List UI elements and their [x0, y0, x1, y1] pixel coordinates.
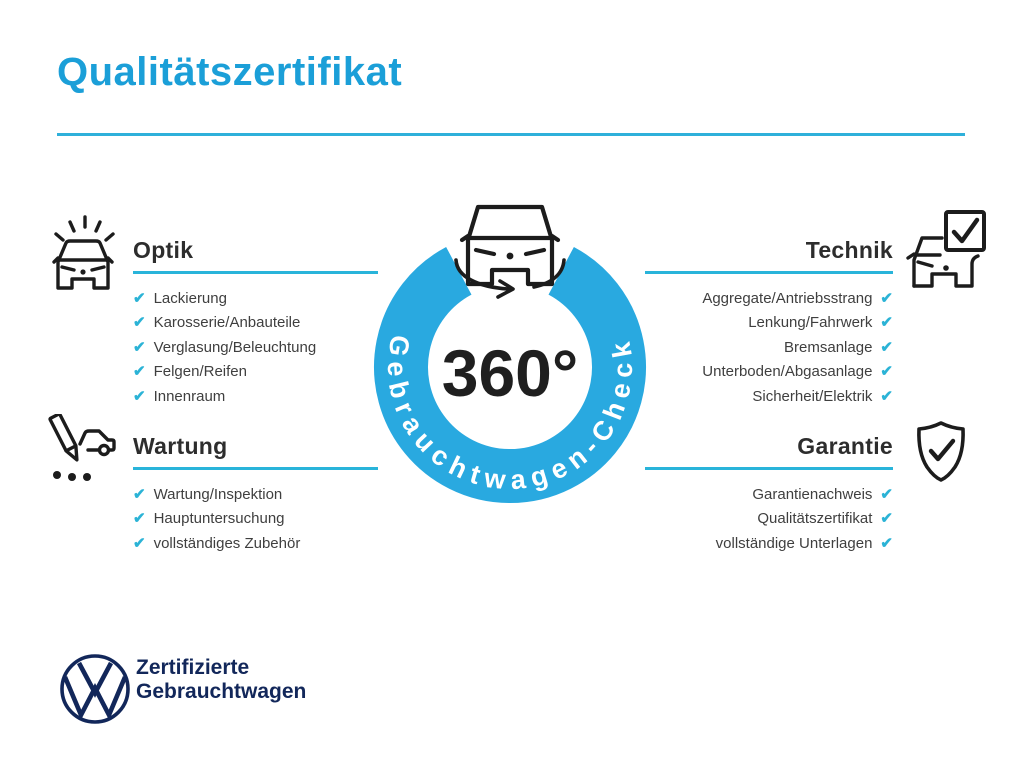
- section-title-technik: Technik: [805, 237, 893, 263]
- brand-line-2: Gebrauchtwagen: [136, 680, 307, 703]
- item-label: Wartung/Inspektion: [153, 485, 283, 503]
- list-item: [645, 335, 893, 360]
- item-label: Aggregate/Antriebsstrang: [702, 289, 873, 307]
- list-item: [645, 531, 893, 556]
- service-checklist-icon: [44, 414, 116, 484]
- 360-check-badge: [340, 178, 680, 512]
- brand-claim: [136, 656, 306, 704]
- check-icon: ✔: [880, 338, 893, 356]
- section-title-wartung: Wartung: [133, 433, 228, 459]
- section-technik: [645, 237, 893, 409]
- check-icon: ✔: [133, 485, 146, 503]
- item-label: Hauptuntersuchung: [153, 510, 285, 528]
- item-label: Karosserie/Anbauteile: [153, 314, 301, 332]
- item-label: Unterboden/Abgasanlage: [702, 363, 873, 381]
- check-icon: ✔: [880, 289, 893, 307]
- degree-label: 360°: [441, 336, 579, 410]
- check-icon: ✔: [880, 534, 893, 552]
- check-icon: ✔: [880, 387, 893, 405]
- item-label: Qualitätszertifikat: [757, 510, 873, 528]
- checklist-technik: [645, 286, 893, 409]
- check-icon: ✔: [880, 314, 893, 332]
- car-shine-icon: [46, 212, 120, 294]
- list-item: [645, 360, 893, 385]
- check-icon: ✔: [133, 314, 146, 332]
- item-label: Lackierung: [153, 289, 227, 307]
- item-label: Innenraum: [153, 387, 226, 405]
- page-title: Qualitätszertifikat: [57, 50, 403, 94]
- checklist-garantie: [645, 482, 893, 556]
- list-item: [645, 311, 893, 336]
- list-item: [645, 482, 893, 507]
- shield-check-icon: [912, 420, 970, 484]
- check-icon: ✔: [133, 338, 146, 356]
- title-divider: [57, 133, 965, 136]
- section-garantie: [645, 433, 893, 556]
- car-checkbox-icon: [906, 210, 988, 290]
- check-icon: ✔: [133, 363, 146, 381]
- check-icon: ✔: [880, 485, 893, 503]
- list-item: [645, 507, 893, 532]
- item-label: Sicherheit/Elektrik: [752, 387, 873, 405]
- list-item: [645, 384, 893, 409]
- item-label: Garantienachweis: [752, 485, 873, 503]
- item-label: Felgen/Reifen: [153, 363, 247, 381]
- list-item: [645, 286, 893, 311]
- check-icon: ✔: [880, 510, 893, 528]
- brand-line-1: Zertifizierte: [136, 656, 250, 679]
- check-icon: ✔: [133, 510, 146, 528]
- ring-label: Gebrauchtwagen-Check: [381, 332, 639, 496]
- section-divider: [645, 271, 893, 274]
- section-title-optik: Optik: [133, 237, 194, 263]
- check-icon: ✔: [133, 534, 146, 552]
- section-title-garantie: Garantie: [797, 433, 893, 459]
- section-divider: [645, 467, 893, 470]
- rotating-car-icon: [456, 207, 564, 297]
- item-label: vollständige Unterlagen: [715, 534, 873, 552]
- list-item: [133, 531, 378, 556]
- item-label: Verglasung/Beleuchtung: [153, 338, 317, 356]
- check-icon: ✔: [133, 387, 146, 405]
- vw-logo: [58, 652, 132, 726]
- item-label: vollständiges Zubehör: [153, 534, 301, 552]
- item-label: Lenkung/Fahrwerk: [748, 314, 873, 332]
- check-icon: ✔: [880, 363, 893, 381]
- check-icon: ✔: [133, 289, 146, 307]
- item-label: Bremsanlage: [784, 338, 873, 356]
